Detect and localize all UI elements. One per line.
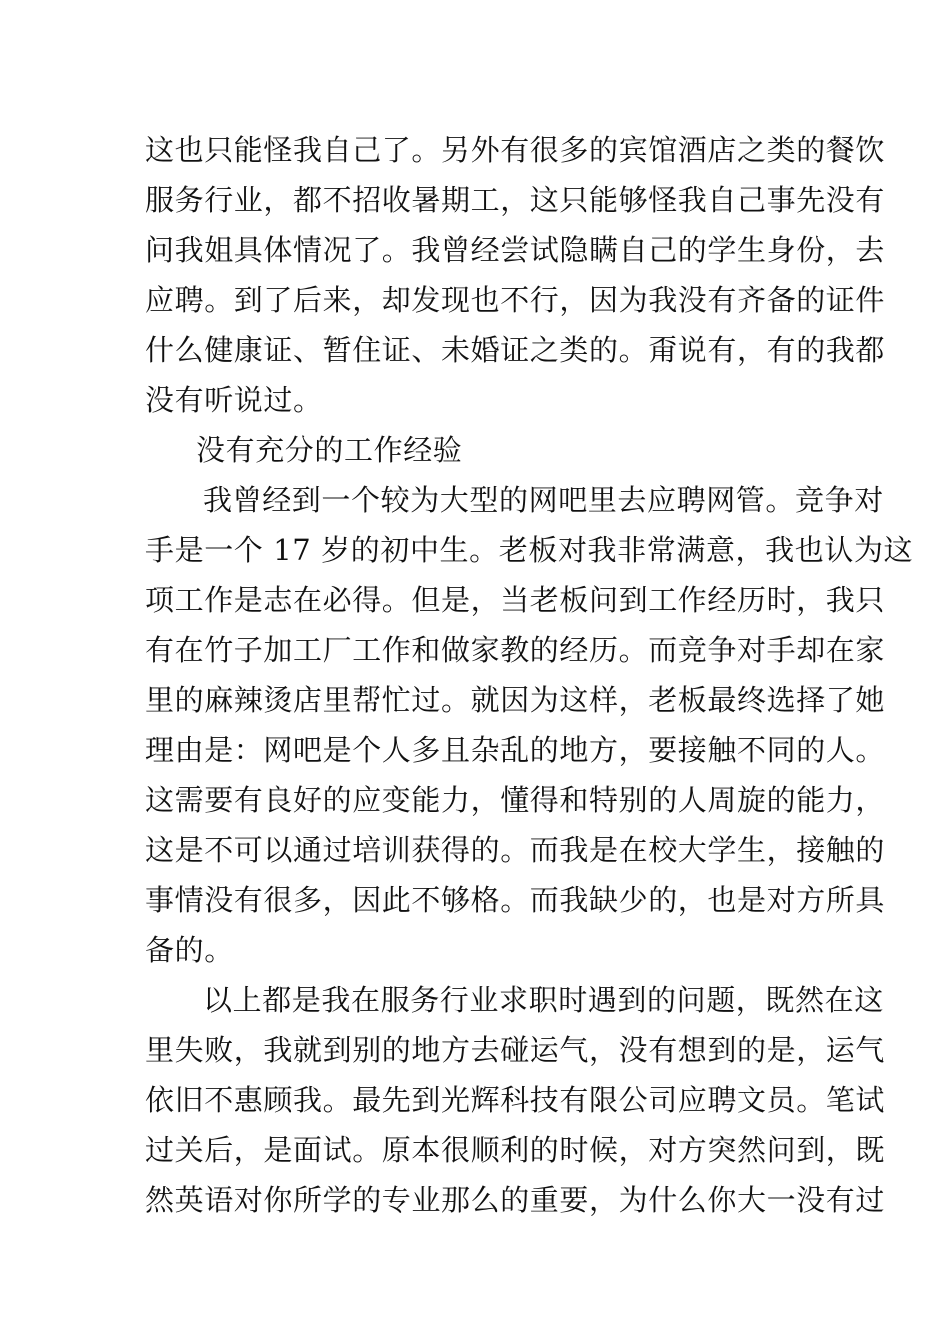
text-line: 这需要有良好的应变能力，懂得和特别的人周旋的能力， [145,783,886,817]
text-line: 理由是：网吧是个人多且杂乱的地方，要接触不同的人。 [145,733,886,767]
text-line: 过关后，是面试。原本很顺利的时候，对方突然问到，既 [145,1133,886,1167]
text-line: 服务行业，都不招收暑期工，这只能够怪我自己事先没有 [145,183,886,217]
text-line: 里失败，我就到别的地方去碰运气，没有想到的是，运气 [145,1033,886,1067]
text-line: 备的。 [145,933,234,967]
text-line: 这是不可以通过培训获得的。而我是在校大学生，接触的 [145,833,886,867]
text-line: 什么健康证、暂住证、未婚证之类的。甭说有，有的我都 [145,333,886,367]
section-heading: 没有充分的工作经验 [196,433,463,467]
text-line: 然英语对你所学的专业那么的重要，为什么你大一没有过 [145,1183,886,1217]
text-line: 没有听说过。 [145,383,323,417]
text-line: 应聘。到了后来，却发现也不行，因为我没有齐备的证件 [145,283,886,317]
text-line: 事情没有很多，因此不够格。而我缺少的，也是对方所具 [145,883,886,917]
text-line: 问我姐具体情况了。我曾经尝试隐瞒自己的学生身份，去 [145,233,886,267]
text-line: 依旧不惠顾我。最先到光辉科技有限公司应聘文员。笔试 [145,1083,886,1117]
text-line: 我曾经到一个较为大型的网吧里去应聘网管。竞争对 [203,483,884,517]
text-line: 有在竹子加工厂工作和做家教的经历。而竞争对手却在家 [145,633,886,667]
text-line: 以上都是我在服务行业求职时遇到的问题，既然在这 [203,983,884,1017]
text-line: 手是一个 17 岁的初中生。老板对我非常满意，我也认为这 [145,533,914,567]
text-line: 里的麻辣烫店里帮忙过。就因为这样，老板最终选择了她 [145,683,886,717]
text-line: 这也只能怪我自己了。另外有很多的宾馆酒店之类的餐饮 [145,133,886,167]
text-line: 项工作是志在必得。但是，当老板问到工作经历时，我只 [145,583,886,617]
